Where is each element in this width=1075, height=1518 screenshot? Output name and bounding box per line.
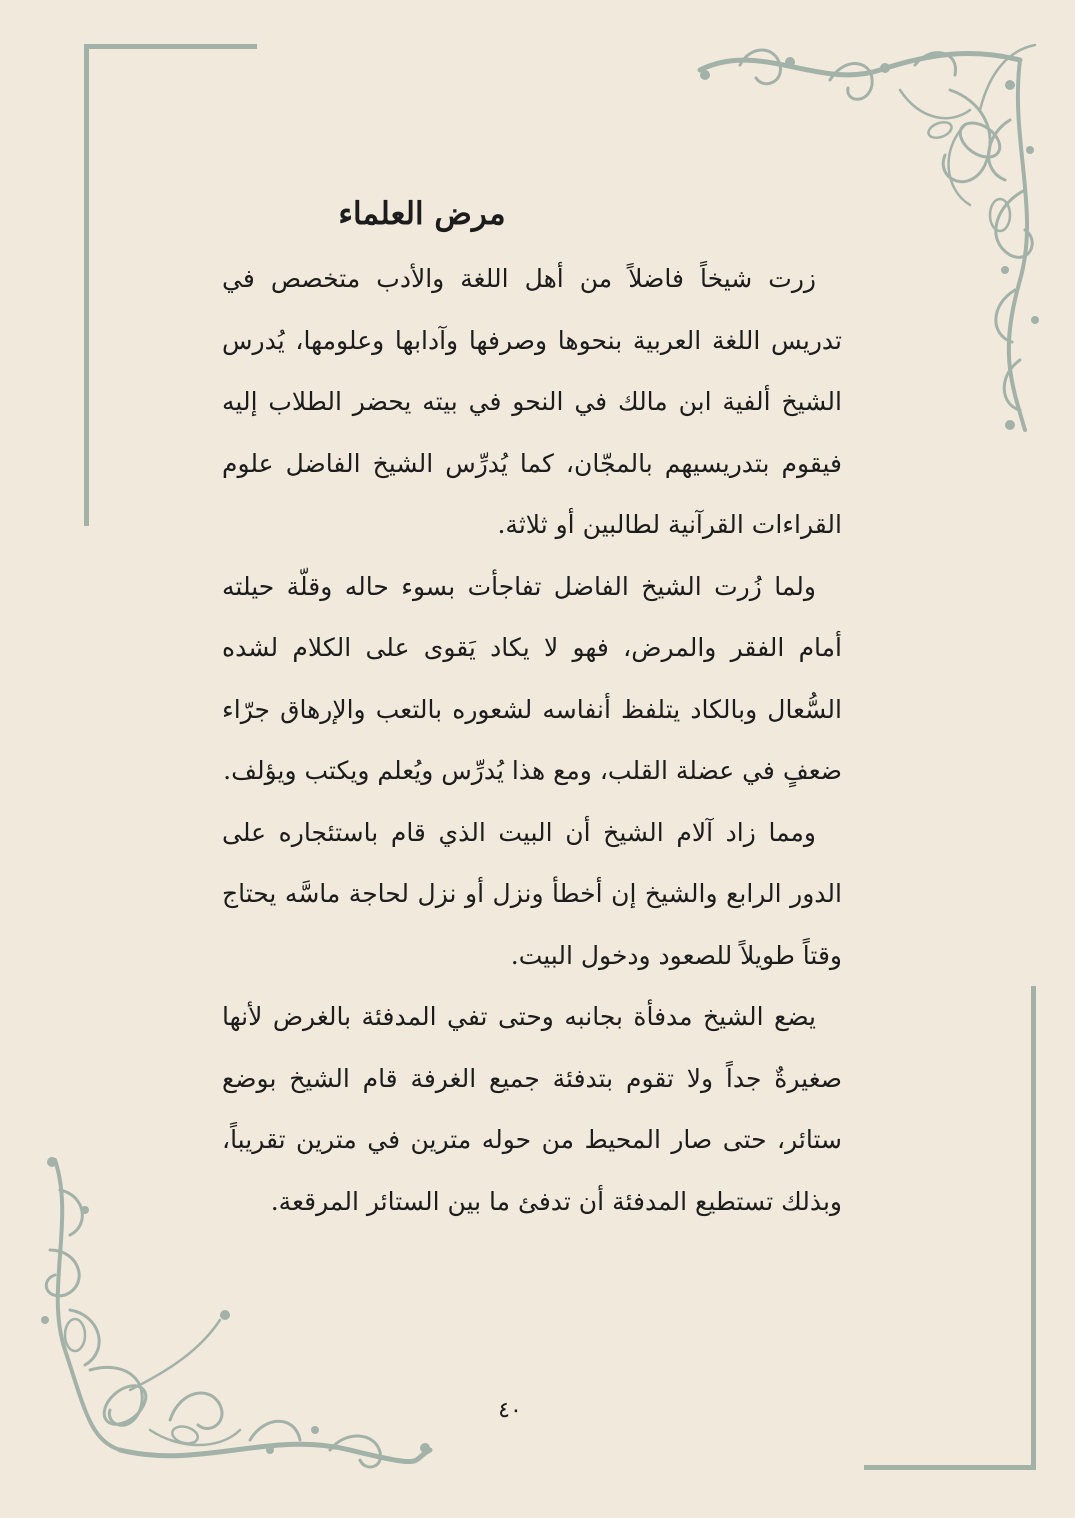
frame-bottom-right-horizontal bbox=[864, 1465, 1036, 1470]
frame-top-left-horizontal bbox=[84, 44, 257, 49]
frame-top-left-vertical bbox=[84, 44, 89, 526]
frame-bottom-right-vertical bbox=[1031, 986, 1036, 1470]
paragraph-3: ومما زاد آلام الشيخ أن البيت الذي قام باستئجاره على الدور الرابع والشيخ إن أخطأ ونزل أو نزل لحاجة ماسَّه يحتاج وقتاً طويلاً للصعود ودخول البيت. bbox=[222, 817, 842, 970]
paragraph-2: ولما زُرت الشيخ الفاضل تفاجأت بسوء حاله وقلّة حيلته أمام الفقر والمرض، فهو لا يكاد يَقوى على الكلام لشده السُّعال وبالكاد يتلفظ أنفاسه لشعوره بالتعب والإرهاق جرّاء ضعفٍ في عضلة القلب، ومع هذا يُدرِّس ويُعلم ويكتب ويؤلف. bbox=[222, 571, 842, 785]
page-number: ٤٠ bbox=[498, 1398, 522, 1423]
paragraph-4: يضع الشيخ مدفأة بجانبه وحتى تفي المدفئة بالغرض لأنها صغيرةٌ جداً ولا تقوم بتدفئة جميع الغرفة قام الشيخ بوضع ستائر، حتى صار المحيط من حوله مترين في مترين تقريباً، وبذلك تستطيع المدفئة أن تدفئ ما بين الستائر المرقعة. bbox=[222, 1002, 842, 1216]
paragraph-1: زرت شيخاً فاضلاً من أهل اللغة والأدب متخصص في تدريس اللغة العربية بنحوها وصرفها وآدابها وعلومها، يُدرس الشيخ ألفية ابن مالك في النحو في بيته يحضر الطلاب إليه فيقوم بتدريسيهم بالمجّان، كما يُدرِّس الشيخ الفاضل علوم القراءات القرآنية لطالبين أو ثلاثة. bbox=[222, 264, 842, 539]
article bbox=[222, 188, 842, 1232]
page-title: مرض العلماء bbox=[338, 196, 506, 232]
